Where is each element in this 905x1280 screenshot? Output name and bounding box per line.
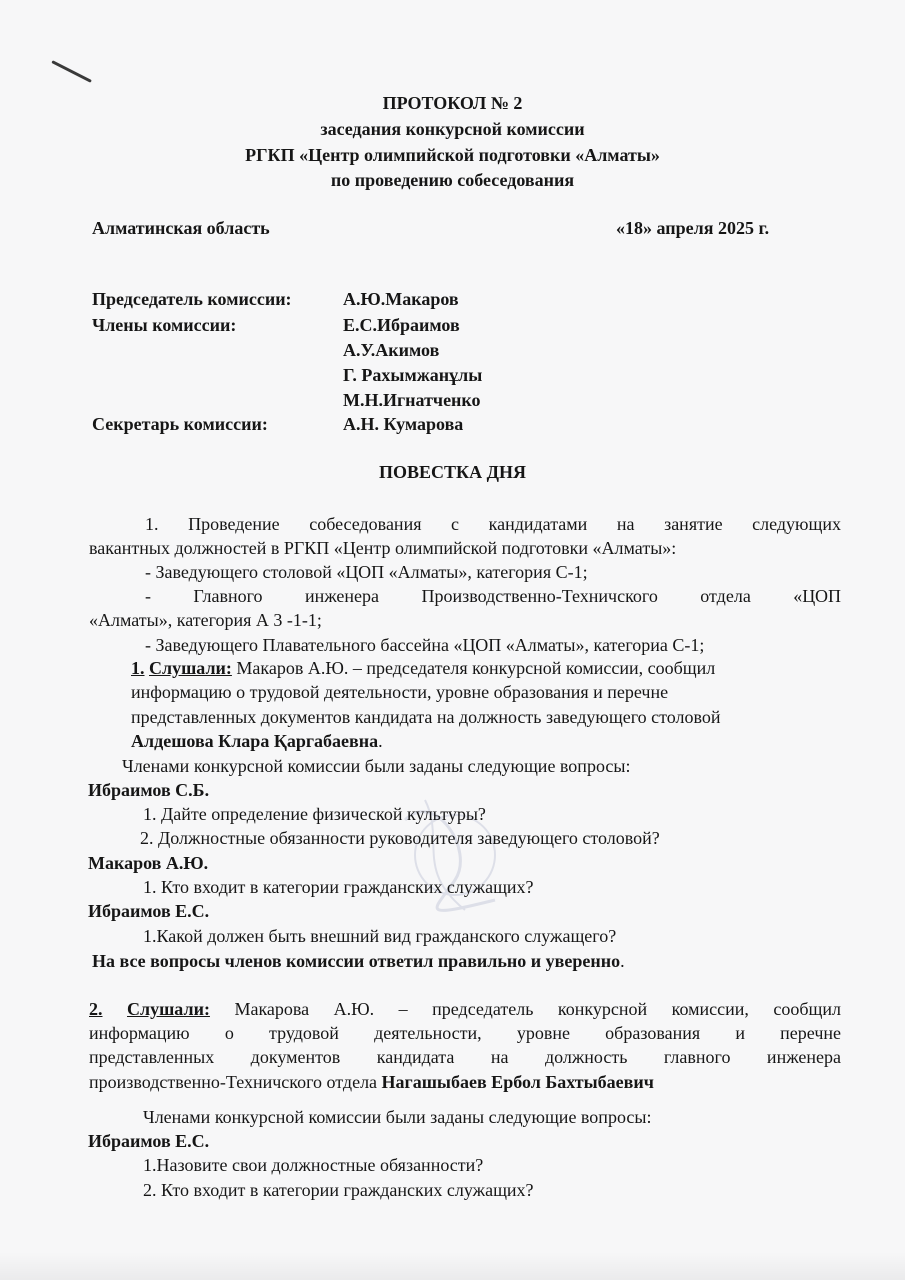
chair-label: Председатель комиссии: (92, 289, 292, 309)
heard-text: Макаров А.Ю. – председателя конкурсной комиссии, сообщил (231, 658, 716, 678)
agenda-item-1: 1. Проведение собеседования с кандидатами на занятие следующих (145, 514, 841, 534)
candidate-name: Нагашыбаев Ербол Бахтыбаевич (381, 1072, 654, 1092)
vacancy-item: - Заведующего столовой «ЦОП «Алматы», категория С-1; (145, 562, 588, 582)
paragraph-line: информацию о трудовой деятельности, уровне образования и перечне (89, 1023, 841, 1043)
question: 1.Какой должен быть внешний вид гражданского служащего? (143, 926, 617, 946)
candidate-name: Алдешова Клара Қаргабаевна (131, 731, 379, 751)
conclusion-text: На все вопросы членов комиссии ответил правильно и уверенно (92, 951, 621, 971)
questioner-name: Ибраимов Е.С. (88, 901, 210, 921)
vacancy-item-continued: «Алматы», категория А 3 -1-1; (89, 610, 322, 630)
paragraph-line: представленных документов кандидата на должность главного инженера (89, 1047, 841, 1067)
questioner-name: Ибраимов Е.С. (88, 1131, 210, 1151)
heard-paragraph (89, 998, 841, 1020)
heard-text: Макарова А.Ю. – председатель конкурсной комиссии, сообщил (209, 999, 842, 1019)
questioner-name: Макаров А.Ю. (88, 853, 209, 873)
question: 1.Назовите свои должностные обязанности? (143, 1155, 484, 1175)
heard-number: 1. (131, 658, 145, 678)
paragraph-text: производственно-Техничского отдела (89, 1072, 382, 1092)
question: 1. Кто входит в категории гражданских служащих? (143, 877, 534, 897)
questioner-name: Ибраимов С.Б. (88, 780, 210, 800)
questions-intro: Членами конкурсной комиссии были заданы следующие вопросы: (143, 1107, 652, 1127)
chair-name: А.Ю.Макаров (343, 289, 459, 309)
punctuation: . (620, 951, 625, 971)
scan-edge-shadow (0, 1252, 905, 1280)
document-subtitle: по проведению собеседования (330, 170, 575, 190)
heard-paragraph (131, 657, 715, 679)
member-name: Г. Рахымжанұлы (343, 365, 483, 385)
member-name: М.Н.Игнатченко (343, 390, 481, 410)
secretary-label: Секретарь комиссии: (92, 414, 268, 434)
place-label: Алматинская область (92, 218, 270, 238)
date-label: «18» апреля 2025 г. (616, 218, 770, 238)
question: 2. Должностные обязанности руководителя заведующего столовой? (140, 828, 660, 848)
document-subtitle: заседания конкурсной комиссии (320, 119, 585, 139)
candidate-line (89, 1071, 654, 1093)
heard-number: 2. (89, 999, 103, 1019)
vacancy-item: - Заведующего Плавательного бассейна «ЦОП «Алматы», категориа С-1; (145, 635, 705, 655)
paragraph-line: информацию о трудовой деятельности, уровне образования и перечне (131, 682, 669, 702)
document-title: ПРОТОКОЛ № 2 (382, 93, 523, 113)
questions-intro: Членами конкурсной комиссии были заданы следующие вопросы: (122, 756, 631, 776)
paragraph-line: представленных документов кандидата на должность заведующего столовой (131, 707, 721, 727)
question: 2. Кто входит в категории гражданских служащих? (143, 1180, 534, 1200)
heard-label: Слушали: (127, 999, 210, 1019)
secretary-name: А.Н. Кумарова (343, 414, 464, 434)
agenda-heading: ПОВЕСТКА ДНЯ (379, 462, 526, 482)
punctuation: . (378, 731, 383, 751)
organization-name: РГКП «Центр олимпийской подготовки «Алматы» (245, 145, 660, 165)
member-name: Е.С.Ибраимов (343, 315, 460, 335)
conclusion (92, 950, 625, 972)
heard-label: Слушали: (149, 658, 232, 678)
question: 1. Дайте определение физической культуры? (143, 804, 486, 824)
vacancy-item: - Главного инженера Производственно-Техничского отдела «ЦОП (145, 586, 841, 606)
agenda-item-1-continued: вакантных должностей в РГКП «Центр олимпийской подготовки «Алматы»: (89, 538, 677, 558)
candidate-line (131, 730, 383, 752)
member-name: А.У.Акимов (343, 340, 440, 360)
members-label: Члены комиссии: (92, 315, 237, 335)
